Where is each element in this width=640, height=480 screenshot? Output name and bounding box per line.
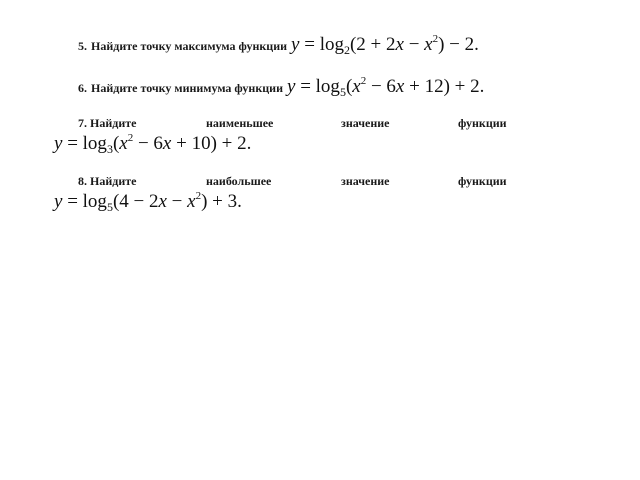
problem-8-formula-line: [54, 191, 242, 213]
problem-number-and-word: 8. Найдите: [78, 174, 137, 188]
problem-word: значение: [341, 174, 390, 188]
function-formula: $y = \log_2(2 + 2x - x^2) - 2$.: [291, 33, 479, 57]
problem-word: значение: [341, 116, 390, 130]
function-formula: $y = \log_5(4 - 2x - x^2) + 3$.: [54, 190, 242, 214]
problem-7-formula-line: [54, 133, 251, 155]
problem-text: Найдите точку минимума функции: [91, 81, 283, 95]
problem-number-and-word: 7. Найдите: [78, 116, 137, 130]
problem-word: функции: [458, 174, 507, 188]
problem-word: функции: [458, 116, 507, 130]
problem-number: 5.: [78, 39, 87, 53]
problem-5-line: [78, 34, 479, 56]
function-formula: $y = \log_5(x^2 - 6x + 12) + 2$.: [287, 75, 485, 99]
problem-text: Найдите точку максимума функции: [91, 39, 288, 53]
problem-6-line: [78, 76, 484, 98]
problem-number: 6.: [78, 81, 87, 95]
problem-word: наибольшее: [206, 174, 272, 188]
function-formula: $y = \log_3(x^2 - 6x + 10) + 2$.: [54, 132, 252, 156]
problem-word: наименьшее: [206, 116, 274, 130]
